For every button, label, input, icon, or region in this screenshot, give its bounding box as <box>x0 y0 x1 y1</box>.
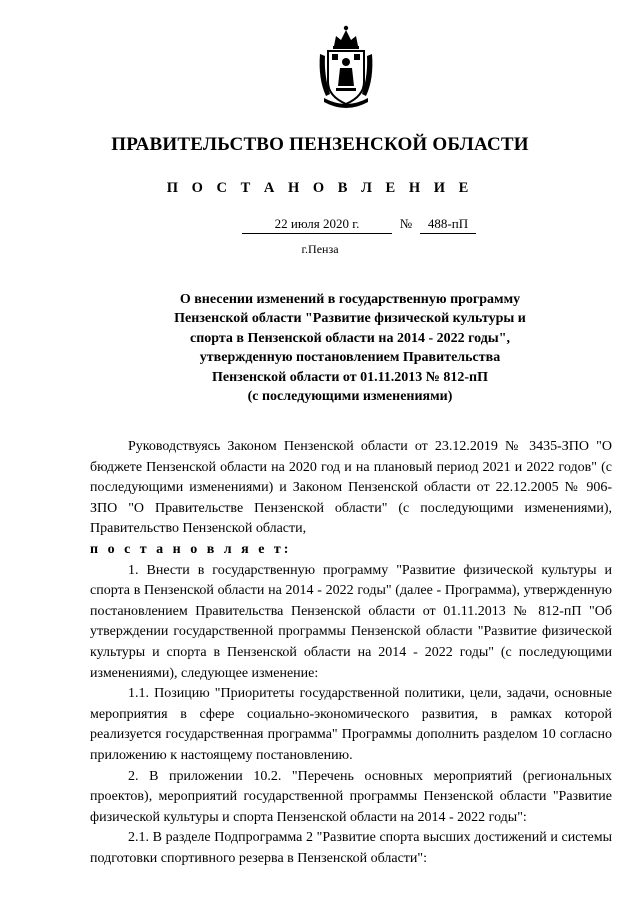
subject-line: (с последующими изменениями) <box>247 389 453 405</box>
document-type: П О С Т А Н О В Л Е Н И Е <box>166 180 474 196</box>
document-body <box>90 437 612 869</box>
registration-row <box>0 216 640 238</box>
preamble-paragraph: Руководствуясь Законом Пензенской области от 23.12.2019 № 3435-ЗПО "О бюджете Пензенской области на 2020 год и на плановый период 2021 и 2022 годов" (с последующими изменениями) и Законом Пензенской области от 22.12.2005 № 906-ЗПО "О Правительстве Пензенской области" (с последующими изменениями), Правительство Пензенской области, <box>90 439 612 537</box>
document-number: 488-пП <box>420 216 476 234</box>
subject-line: Пензенской области "Развитие физической культуры и <box>174 311 526 327</box>
subject-line: утвержденную постановлением Правительства <box>199 350 501 366</box>
authority-title: ПРАВИТЕЛЬСТВО ПЕНЗЕНСКОЙ ОБЛАСТИ <box>111 134 529 155</box>
city: г.Пенза <box>301 242 339 256</box>
paragraph-1: 1. Внести в государственную программу "Развитие физической культуры и спорта в Пензенской области на 2014 - 2022 годы" (далее - Программа), утвержденную постановлением Правительства Пензенской области от 01.11.2013 № 812-пП "Об утверждении государственной программы Пензенской области "Развитие физической культуры и спорта в Пензенской области на 2014 - 2022 годы" (с последующими изменениями), следующее изменение: <box>90 562 612 681</box>
number-label: № <box>399 216 413 231</box>
paragraph-2: 2. В приложении 10.2. "Перечень основных мероприятий (региональных проектов), мероприятий государственной программы Пензенской области "Развитие физической культуры и спорта Пензенской области на 2014 - 2022 годы": <box>90 768 612 825</box>
paragraph-1-1: 1.1. Позицию "Приоритеты государственной политики, цели, задачи, основные мероприятия в сфере социально-экономического развития, в рамках которой реализуется государственная программа" Программы дополнить разделом 10 согласно приложению к настоящему постановлению. <box>90 686 612 763</box>
document-subject <box>90 290 610 406</box>
subject-line: спорта в Пензенской области на 2014 - 2022 годы", <box>189 330 510 346</box>
subject-line: Пензенской области от 01.11.2013 № 812-пП <box>211 369 488 385</box>
subject-line: О внесении изменений в государственную программу <box>179 292 521 307</box>
resolves-clause: п о с т а н о в л я е т: <box>90 541 292 557</box>
paragraph-2-1: 2.1. В разделе Подпрограмма 2 "Развитие спорта высших достижений и системы подготовки спортивного резерва в Пензенской области": <box>90 830 612 866</box>
document-date: 22 июля 2020 г. <box>242 216 392 234</box>
penza-coat-of-arms-icon <box>316 24 376 108</box>
